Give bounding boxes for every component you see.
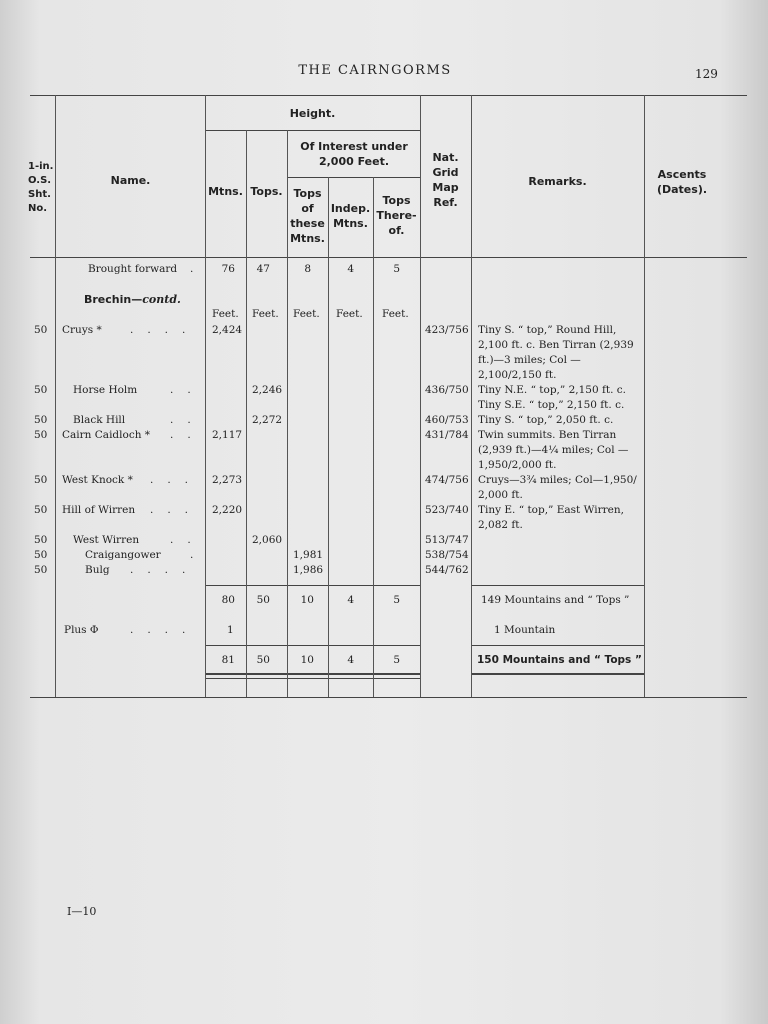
section-heading: Brechin—contd. <box>84 293 181 306</box>
leader-dots: .. <box>170 534 205 546</box>
header-indep: Indep. Mtns. <box>330 202 371 230</box>
row-sheet: 50 <box>34 504 48 516</box>
row-sheet: 50 <box>34 474 48 486</box>
row-remarks: Tiny S. “ top,” 2,050 ft. c. <box>478 414 614 426</box>
header-tops-thereof: Tops There- of. <box>376 194 417 237</box>
col-rule-tops <box>246 130 247 697</box>
table-top-rule <box>30 95 747 96</box>
row-grid-ref: 460/753 <box>425 414 469 426</box>
row-mtns: 2,424 <box>212 324 243 336</box>
total-tops-thereof: 5 <box>393 654 400 666</box>
row-sheet: 50 <box>34 324 48 336</box>
row-top-under: 1,986 <box>293 564 324 576</box>
row-sheet: 50 <box>34 564 48 576</box>
total-tops-of-these: 10 <box>300 654 314 666</box>
row-remarks: Cruys—3¾ miles; Col—1,950/ 2,000 ft. <box>478 474 637 501</box>
subtotal-tops-thereof: 5 <box>393 594 400 606</box>
header-height: Height. <box>289 107 336 120</box>
running-title: THE CAIRNGORMS <box>298 63 452 78</box>
row-grid-ref: 538/754 <box>425 549 469 561</box>
row-mtns: 2,273 <box>212 474 243 486</box>
leader-dots: ... <box>150 504 203 516</box>
row-name: West Wirren <box>73 534 140 546</box>
header-grid-ref: Nat. Grid Map Ref. <box>432 151 459 209</box>
row-tops: 2,246 <box>252 384 283 396</box>
leader-dots: .. <box>170 384 205 396</box>
header-of-interest: Of Interest under 2,000 Feet. <box>300 140 408 168</box>
total-remarks: 150 Mountains and “ Tops ” <box>477 654 642 666</box>
page-signature: I—10 <box>67 905 97 918</box>
row-name: Cruys * <box>62 324 102 336</box>
leader-dots: .... <box>130 624 200 636</box>
header-remarks: Remarks. <box>528 175 587 188</box>
leader-dots: .. <box>170 429 205 441</box>
bf-tops-thereof: 5 <box>393 263 400 275</box>
subtotal-tops: 50 <box>256 594 270 606</box>
header-ascents: Ascents (Dates). <box>656 168 708 196</box>
interest-rule <box>287 177 420 178</box>
total-indep: 4 <box>347 654 354 666</box>
row-name: Bulg <box>85 564 110 576</box>
row-name: Horse Holm <box>73 384 138 396</box>
row-sheet: 50 <box>34 384 48 396</box>
total-tops: 50 <box>256 654 270 666</box>
row-grid-ref: 513/747 <box>425 534 469 546</box>
bf-mtns: 76 <box>221 263 235 275</box>
total-remarks-rule <box>472 645 644 646</box>
header-mtns: Mtns. <box>208 185 243 198</box>
subtotal-remarks: 149 Mountains and “ Tops ” <box>481 594 630 606</box>
row-sheet: 50 <box>34 429 48 441</box>
page-number: 129 <box>695 67 718 81</box>
row-remarks: Twin summits. Ben Tirran (2,939 ft.)—4¼ miles; Col —1,950/2,000 ft. <box>478 429 629 471</box>
row-mtns: 2,220 <box>212 504 243 516</box>
row-remarks: Tiny N.E. “ top,” 2,150 ft. c. Tiny S.E. “ top,” 2,150 ft. c. <box>478 384 626 411</box>
row-grid-ref: 523/740 <box>425 504 469 516</box>
col-rule-thereof <box>373 177 374 697</box>
leader-dots: ... <box>150 474 203 486</box>
row-remarks: Tiny S. “ top,” Round Hill, 2,100 ft. c. Ben Tirran (2,939 ft.)—3 miles; Col —2,100/2,150 ft. <box>478 324 634 381</box>
subtotal-mtns: 80 <box>221 594 235 606</box>
row-name: Black Hill <box>73 414 126 426</box>
header-os-sheet: 1-in. O.S. Sht. No. <box>28 161 54 214</box>
plus-label: Plus Φ <box>64 624 99 636</box>
leader-dots: .... <box>130 564 200 576</box>
row-name: Hill of Wirren <box>62 504 136 516</box>
height-rule <box>205 130 420 131</box>
row-sheet: 50 <box>34 534 48 546</box>
row-tops: 2,272 <box>252 414 283 426</box>
col-rule-indep <box>328 177 329 697</box>
bf-tops: 47 <box>256 263 270 275</box>
units-tops-thereof: Feet. <box>382 308 409 320</box>
total-rule <box>205 645 420 646</box>
units-tops: Feet. <box>252 308 279 320</box>
row-sheet: 50 <box>34 414 48 426</box>
subtotal-indep: 4 <box>347 594 354 606</box>
row-top-under: 1,981 <box>293 549 324 561</box>
subtotal-remarks-rule <box>472 585 644 586</box>
header-bottom-rule <box>30 257 747 258</box>
row-grid-ref: 544/762 <box>425 564 469 576</box>
row-name: West Knock * <box>62 474 133 486</box>
units-indep: Feet. <box>336 308 363 320</box>
header-tops: Tops. <box>250 185 283 198</box>
row-sheet: 50 <box>34 549 48 561</box>
plus-remarks: 1 Mountain <box>494 624 556 636</box>
row-grid-ref: 431/784 <box>425 429 469 441</box>
total-double-rule <box>205 673 420 675</box>
row-grid-ref: 436/750 <box>425 384 469 396</box>
brought-forward-label: Brought forward <box>88 263 178 275</box>
leader-dot: . <box>190 549 194 561</box>
leader-dots: .... <box>130 324 200 336</box>
leader-dots: .. <box>170 414 205 426</box>
row-mtns: 2,117 <box>212 429 243 441</box>
plus-mtns: 1 <box>227 624 234 636</box>
row-tops: 2,060 <box>252 534 283 546</box>
bf-tops-of-these: 8 <box>304 263 311 275</box>
bf-indep: 4 <box>347 263 354 275</box>
header-tops-of-these: Tops of these Mtns. <box>290 187 325 245</box>
leader-dot: . <box>190 263 194 275</box>
table-bottom-rule <box>30 697 747 698</box>
row-remarks: Tiny E. “ top,” East Wirren, 2,082 ft. <box>478 504 624 531</box>
subtotal-rule <box>205 585 420 586</box>
row-name: Craigangower <box>85 549 161 561</box>
units-tops-of-these: Feet. <box>293 308 320 320</box>
row-grid-ref: 474/756 <box>425 474 469 486</box>
header-name: Name. <box>110 174 151 187</box>
row-grid-ref: 423/756 <box>425 324 469 336</box>
units-mtns: Feet. <box>212 308 239 320</box>
subtotal-tops-of-these: 10 <box>300 594 314 606</box>
total-remarks-double-rule <box>472 673 644 675</box>
total-mtns: 81 <box>221 654 235 666</box>
total-underline <box>205 678 420 679</box>
row-name: Cairn Caidloch * <box>62 429 151 441</box>
